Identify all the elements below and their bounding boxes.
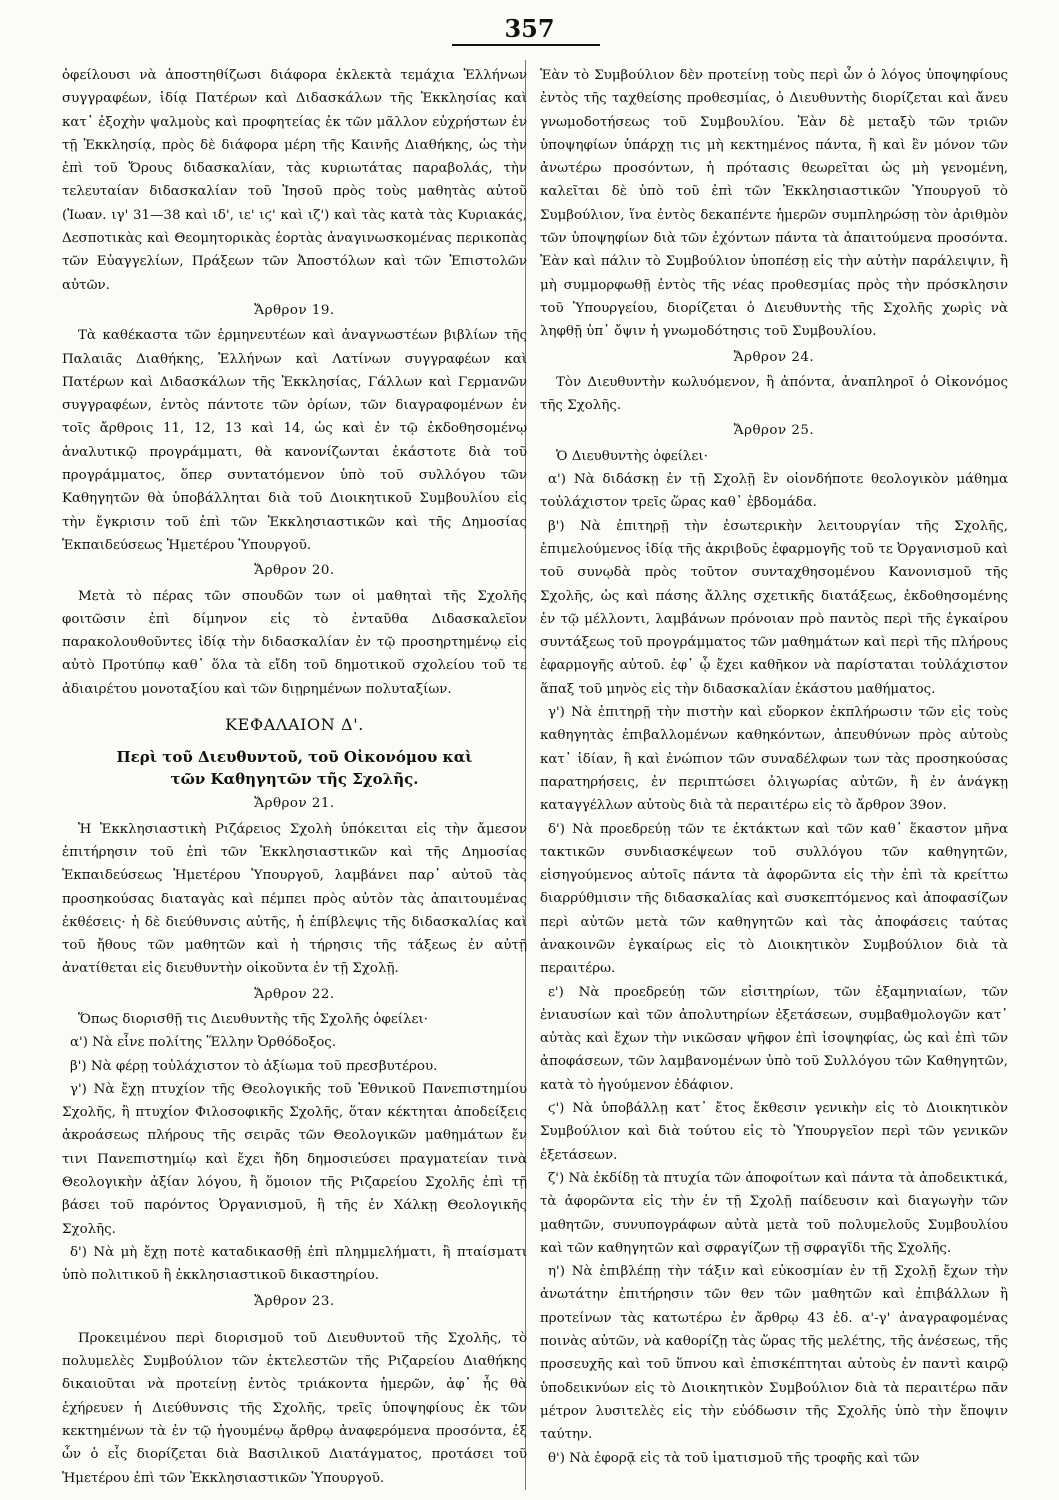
chapter-title: ΚΕΦΑΛΑΙΟΝ Δ'. (225, 715, 364, 735)
article-25-item: ζ') Νὰ ἐκδίδῃ τὰ πτυχία τῶν ἀποφοίτων καὶ πάντα τὰ ἀποδεικτικά, τὰ ἀφορῶντα εἰς τὴν ἐν τῇ Σχολῇ παίδευσιν καὶ διαγωγὴν τῶν μαθητῶν, συνυπογράφων αὐτὰ μετὰ τοῦ πολυμελοῦς Συμβουλίου καὶ τῶν καθηγητῶν καὶ σφραγίζων τῇ σφραγῖδι τῆς Σχολῆς. (540, 1170, 1008, 1256)
article-22-heading: Ἄρθρον 22. (254, 986, 335, 1002)
header-rule (452, 44, 600, 46)
article-19-text: Τὰ καθέκαστα τῶν ἑρμηνευτέων καὶ ἀναγνωστέων βιβλίων τῆς Παλαιᾶς Διαθήκης, Ἑλλήνων καὶ Λατίνων συγγραφέων καὶ Πατέρων καὶ Διδασκάλων τῆς Ἐκκλησίας, Γάλλων καὶ Γερμανῶν συγγραφέων, ἐντὸς πάντοτε τῶν ὁρίων, τῶν διαγραφομένων ἐν τοῖς ἄρθροις 11, 12, 13 καὶ 14, ὡς καὶ ἐν τῷ ἐκδοθησομένῳ ἀναλυτικῷ προγράμματι, θὰ κανονίζωνται ἑκάστοτε διὰ τοῦ προγράμματος, ὅπερ συντατόμενον ὑπὸ τοῦ συλλόγου τῶν Καθηγητῶν θὰ ὑποβάλληται διὰ τοῦ Διοικητικοῦ Συμβουλίου εἰς τὴν ἔγκρισιν τοῦ ἐπὶ τῶν Ἐκκλησιαστικῶν καὶ τῆς Δημοσίας Ἐκπαιδεύσεως Ἡμετέρου Ὑπουργοῦ. (62, 328, 527, 553)
article-20-text: Μετὰ τὸ πέρας τῶν σπουδῶν των οἱ μαθηταὶ τῆς Σχολῆς φοιτῶσιν ἐπὶ δίμηνον εἰς τὸ ἐνταῦθα Διδασκαλεῖον παρακολουθοῦντες ἰδίᾳ τὴν διδασκαλίαν ἐν τῷ προσηρτημένῳ εἰς αὐτὸ Προτύπῳ καθ᾽ ὅλα τὰ εἴδη τοῦ δημοτικοῦ σχολείου τοῦ τε ἀδιαιρέτου μονοταξίου καὶ τῶν διῃρημένων πολυταξίων. (62, 588, 527, 697)
article-25-item: α') Νὰ διδάσκῃ ἐν τῇ Σχολῇ ἓν οἱονδήποτε θεολογικὸν μάθημα τοὐλάχιστον τρεῖς ὥρας καθ᾽ ἑβδομάδα. (540, 472, 1008, 511)
article-22-item: γ') Νὰ ἔχῃ πτυχίον τῆς Θεολογικῆς τοῦ Ἐθνικοῦ Πανεπιστημίου Σχολῆς, ἢ πτυχίον Φιλοσοφικῆς Σχολῆς, ὅταν κέκτηται ἀποδείξεις ἀκροάσεως πλήρους τῆς σειρᾶς τῶν Θεολογικῶν μαθημάτων ἔν τινι Πανεπιστημίῳ καὶ ἔχει ἤδη δημοσιεύσει πραγματείαν τινὰ Θεολογικὴν ἀξίαν λόγου, ἢ ὅμοιον τῆς Ριζαρείου Σχολῆς ἐπὶ τῇ βάσει τοῦ παρόντος Ὀργανισμοῦ, ἢ τῆς ἐν Χάλκῃ Θεολογικῆς Σχολῆς. (62, 1081, 527, 1237)
article-24-heading: Ἄρθρον 24. (733, 349, 815, 365)
article-25-item: θ') Νὰ ἐφορᾷ εἰς τὰ τοῦ ἱματισμοῦ τῆς τροφῆς καὶ τῶν (548, 1450, 920, 1466)
right-column (540, 64, 1008, 1470)
article-20-heading: Ἄρθρον 20. (254, 563, 335, 579)
article-25-heading: Ἄρθρον 25. (733, 423, 815, 439)
intro-paragraph: ὀφείλουσι νὰ ἀποστηθίζωσι διάφορα ἐκλεκτὰ τεμάχια Ἑλλήνων συγγραφέων, ἰδίᾳ Πατέρων καὶ Διδασκάλων τῆς Ἐκκλησίας καὶ κατ᾽ ἐξοχὴν ψαλμοὺς καὶ προφητείας ἐκ τῶν μᾶλλον εὐχρήστων ἐν τῇ Ἐκκλησίᾳ, πρὸς δὲ διάφορα μέρη τῆς Καινῆς Διαθήκης, ὡς τὴν ἐπὶ τοῦ Ὄρους διδασκαλίαν, τὰς κυριωτάτας παραβολάς, τὴν τελευταίαν διδασκαλίαν τοῦ Ἰησοῦ πρὸς τοὺς μαθητὰς αὐτοῦ (Ἰωαν. ιγ' 31—38 καὶ ιδ', ιε' ιϛ' καὶ ιζ') καὶ τὰς κατὰ τὰς Κυριακάς, Δεσποτικὰς καὶ Θεομητορικὰς ἑορτὰς ἀναγινωσκομένας περικοπὰς τῶν Εὐαγγελίων, Πράξεων τῶν Ἀποστόλων καὶ τῶν Ἐπιστολῶν αὐτῶν. (62, 68, 527, 293)
article-25-item: η') Νὰ ἐπιβλέπῃ τὴν τάξιν καὶ εὐκοσμίαν ἐν τῇ Σχολῇ ἔχων τὴν ἀνωτάτην ἐπιτήρησιν τῶν θεν τῶν μαθητῶν καὶ ἐπιβάλλων ἢ προτείνων τὰς κατωτέρω ἐν ἄρθρῳ 43 ἐδ. α'-γ' ἀναγραφομένας ποινὰς αὐτῶν, νὰ καθορίζῃ τὰς ὥρας τῆς μελέτης, τῆς ἀνέσεως, τῆς προσευχῆς καὶ τοῦ ὕπνου καὶ ἐπισκέπτηται αὐτοὺς ἐν παντὶ καιρῷ ὑποδεικνύων εἰς τὸ Διοικητικὸν Συμβούλιον διὰ τὰ περαιτέρω πᾶν μέτρον λυσιτελὲς εἰς τὴν εὐόδωσιν τῆς Σχολῆς ὑπὸ τὴν ἔποψιν ταύτην. (540, 1264, 1008, 1443)
left-column (62, 64, 527, 1490)
section-break (62, 1315, 527, 1327)
page-number: 357 (504, 14, 555, 43)
article-22-intro: Ὅπως διορισθῇ τις Διευθυντὴς τῆς Σχολῆς ὀφείλει· (78, 1011, 428, 1027)
article-22-item: β') Νὰ φέρῃ τοὐλάχιστον τὸ ἀξίωμα τοῦ πρεσβυτέρου. (70, 1058, 438, 1074)
article-22-item: δ') Νὰ μὴ ἔχῃ ποτὲ καταδικασθῇ ἐπὶ πλημμελήματι, ἢ πταίσματι ὑπὸ πολιτικοῦ ἢ ἐκκλησιαστικοῦ δικαστηρίου. (62, 1244, 527, 1284)
article-23-heading: Ἄρθρον 23. (254, 1293, 335, 1309)
article-25-item: β') Νὰ ἐπιτηρῇ τὴν ἐσωτερικὴν λειτουργίαν τῆς Σχολῆς, ἐπιμελούμενος ἰδίᾳ τῆς ἀκριβοῦς ἐφαρμογῆς τοῦ τε Ὀργανισμοῦ καὶ τοῦ συνῳδὰ πρὸς τοῦτον συνταχθησομένου Κανονισμοῦ τῆς Σχολῆς, ὡς καὶ πάσης ἄλλης σχετικῆς διατάξεως, ἐκδοθησομένης ἐν τῷ μέλλοντι, λαμβάνων πρόνοιαν πρὸ παντὸς περὶ τῆς ἐγκαίρου συντάξεως τοῦ προγράμματος τῶν μαθημάτων καὶ περὶ τῆς πλήρους ἐφαρμογῆς αὐτοῦ. ἐφ᾽ ᾧ ἔχει καθῆκον νὰ παρίσταται τοὐλάχιστον ἅπαξ τοῦ μηνὸς εἰς τὴν διδασκαλίαν ἑκάστου μαθήματος. (540, 518, 1008, 697)
chapter-subtitle-line-2: τῶν Καθηγητῶν τῆς Σχολῆς. (170, 770, 419, 789)
article-25-item: γ') Νὰ ἐπιτηρῇ τὴν πιστὴν καὶ εὔορκον ἐκπλήρωσιν τῶν εἰς τοὺς καθηγητὰς ἐπιβαλλομένων καθηκόντων, ἀπευθύνων πρὸς αὐτοὺς κατ᾽ ἰδίαν, ἢ καὶ ἐνώπιον τῶν συναδέλφων των τὰς προσηκούσας παρατηρήσεις, ἐν περιπτώσει ὀλιγωρίας αὐτῶν, ἢ ἐν ἀνάγκῃ καταγγέλλων αὐτοὺς διὰ τὰ περαιτέρω εἰς τὸ ἄρθρον 39ον. (540, 705, 1008, 814)
article-25-intro: Ὁ Διευθυντὴς ὀφείλει· (556, 448, 708, 464)
article-21-text: Ἡ Ἐκκλησιαστικὴ Ριζάρειος Σχολὴ ὑπόκειται εἰς τὴν ἄμεσον ἐπιτήρησιν τοῦ ἐπὶ τῶν Ἐκκλησιαστικῶν καὶ τῆς Δημοσίας Ἐκπαιδεύσεως Ἡμετέρου Ὑπουργοῦ, λαμβάνει παρ᾽ αὐτοῦ τὰς προσηκούσας διαταγὰς καὶ πέμπει πρὸς αὐτὸν τὰς ἀπαιτουμένας ἐκθέσεις· ἡ δὲ διεύθυνσις αὐτῆς, ἡ ἐπίβλεψις τῆς διδασκαλίας καὶ τοῦ ἤθους τῶν μαθητῶν καὶ ἡ τήρησις τῆς τάξεως ἐν αὐτῇ ἀνατίθεται εἰς διευθυντὴν οἰκοῦντα ἐν τῇ Σχολῇ. (62, 821, 527, 977)
article-21-heading: Ἄρθρον 21. (254, 796, 335, 812)
continuation-paragraph: Ἐὰν τὸ Συμβούλιον δὲν προτείνῃ τοὺς περὶ ὧν ὁ λόγος ὑποψηφίους ἐντὸς τῆς ταχθείσης προθεσμίας, ὁ Διευθυντὴς διορίζεται καὶ ἄνευ γνωμοδοτήσεως τοῦ Συμβουλίου. Ἐὰν δὲ μεταξὺ τῶν τριῶν ὑποψηφίων ὑπάρχῃ τις μὴ κεκτημένος πάντα, ἢ καὶ ἓν μόνον τῶν ἀνωτέρω προσόντων, ἡ πρότασις θεωρεῖται ὡς μὴ γενομένη, καλεῖται δὲ ὑπὸ τοῦ ἐπὶ τῶν Ἐκκλησιαστικῶν Ὑπουργοῦ τὸ Συμβούλιον, ἵνα ἐντὸς δεκαπέντε ἡμερῶν συμπληρώσῃ τὸν ἀριθμὸν τῶν ὑποψηφίων διὰ τῶν ἐχόντων πάντα τὰ ἀπαιτούμενα προσόντα. Ἐὰν καὶ πάλιν τὸ Συμβούλιον ὑποπέσῃ εἰς τὴν αὐτὴν παράλειψιν, ἢ μὴ συμμορφωθῇ ἐντὸς τῆς νέας προθεσμίας πρὸς τὴν πρόσκλησιν τοῦ Ὑπουργείου, διορίζεται ὁ Διευθυντὴς τῆς Σχολῆς χωρὶς νὰ ληφθῇ ὑπ᾽ ὄψιν ἡ γνωμοδότησις τοῦ Συμβουλίου. (540, 68, 1008, 340)
article-25-item: ϛ') Νὰ ὑποβάλλῃ κατ᾽ ἔτος ἔκθεσιν γενικὴν εἰς τὸ Διοικητικὸν Συμβούλιον καὶ διὰ τούτου εἰς τὸ Ὑπουργεῖον περὶ τῶν γενικῶν ἐξετάσεων. (540, 1101, 1008, 1163)
article-25-item: ε') Νὰ προεδρεύῃ τῶν εἰσιτηρίων, τῶν ἑξαμηνιαίων, τῶν ἐνιαυσίων καὶ τῶν ἀπολυτηρίων ἐξετάσεων, συμβαθμολογῶν κατ᾽ αὐτὰς καὶ ἔχων τὴν νικῶσαν ψῆφον ἐπὶ ἰσοψηφίας, ὡς καὶ ἐπὶ τῶν ἀποφάσεων, τῶν λαμβανομένων ὑπὸ τοῦ Συλλόγου τῶν Καθηγητῶν, κατὰ τὸ ἡγούμενον ἐδάφιον. (540, 984, 1008, 1093)
article-23-text: Προκειμένου περὶ διορισμοῦ τοῦ Διευθυντοῦ τῆς Σχολῆς, τὸ πολυμελὲς Συμβούλιον τῶν ἐκτελεστῶν τῆς Ριζαρείου Διαθήκης δικαιοῦται νὰ προτείνῃ ἐντὸς τριάκοντα ἡμερῶν, ἀφ᾽ ἧς θὰ ἐχήρευεν ἡ Διεύθυνσις τῆς Σχολῆς, τρεῖς ὑποψηφίους ἐκ τῶν κεκτημένων τὰ ἐν τῷ ἡγουμένῳ ἄρθρῳ ἀναφερόμενα προσόντα, ἐξ ὧν ὁ εἷς διορίζεται διὰ Βασιλικοῦ Διατάγματος, προτάσει τοῦ Ἡμετέρου ἐπὶ τῶν Ἐκκλησιαστικῶν Ὑπουργοῦ. (62, 1330, 527, 1486)
chapter-subtitle-line-1: Περὶ τοῦ Διευθυντοῦ, τοῦ Οἰκονόμου καὶ (116, 748, 473, 767)
article-25-item: δ') Νὰ προεδρεύῃ τῶν τε ἐκτάκτων καὶ τῶν καθ᾽ ἕκαστον μῆνα τακτικῶν συνδιασκέψεων τοῦ συλλόγου τῶν καθηγητῶν, εἰσηγούμενος αὐτοῖς πάντα τὰ ἀφορῶντα εἰς τὴν ἐπὶ τὰ κρείττω διαρρύθμισιν τῆς διδασκαλίας καὶ συσκεπτόμενος καὶ ἀποφασίζων περὶ αὐτῶν μετὰ τῶν καθηγητῶν καὶ τὰς ἀποφάσεις ταύτας ἀνακοινῶν ἐγκαίρως εἰς τὸ Διοικητικὸν Συμβούλιον διὰ τὰ περαιτέρω. (540, 821, 1008, 977)
article-19-heading: Ἄρθρον 19. (254, 302, 335, 318)
article-24-text: Τὸν Διευθυντὴν κωλυόμενον, ἢ ἀπόντα, ἀναπληροῖ ὁ Οἰκονόμος τῆς Σχολῆς. (540, 374, 1008, 414)
article-22-item: α') Νὰ εἶνε πολίτης Ἕλλην Ὀρθόδοξος. (70, 1035, 337, 1051)
